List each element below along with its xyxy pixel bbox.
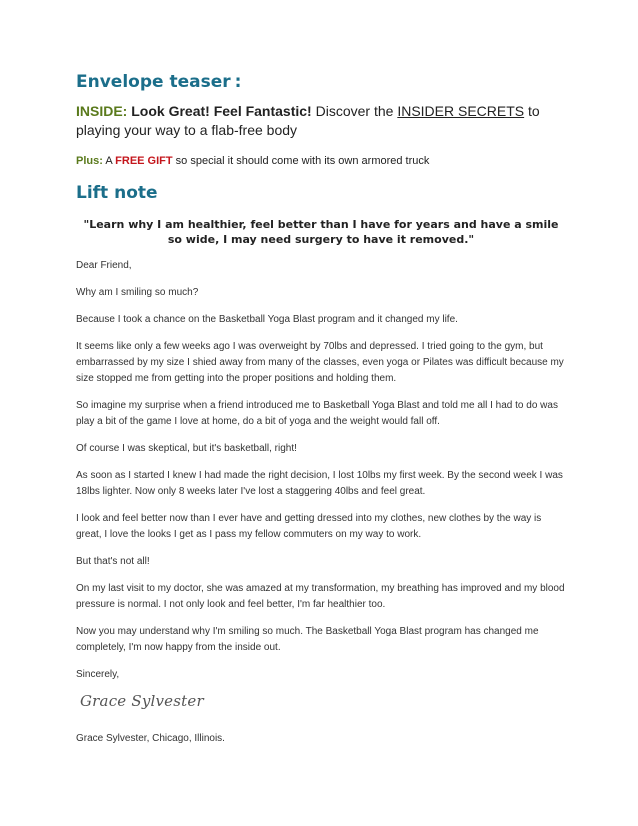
letter-paragraph: On my last visit to my doctor, she was amazed at my transformation, my breathing has improved and my blood pressure is normal. I not only look and feel better, I'm far healthier too. [76,583,565,610]
lift-note-heading: Lift note [76,183,158,203]
envelope-teaser-title: Envelope teaser [76,72,231,92]
plus-label: Plus: [76,155,103,167]
letter-paragraph: Now you may understand why I'm smiling so much. The Basketball Yoga Blast program has changed me completely, I'm now happy from the inside out. [76,626,539,653]
letter-paragraph: I look and feel better now than I ever have and getting dressed into my clothes, new clothes by the way is great, I love the looks I get as I pass my fellow commuters on my way to work. [76,513,542,540]
envelope-teaser-heading [76,71,566,93]
inside-text-1: Discover the [315,103,394,119]
handwritten-signature: Grace Sylvester [80,692,204,710]
letter-paragraph: It seems like only a few weeks ago I was overweight by 70lbs and depressed. I tried going to the gym, but embarrassed by my size I shied away from many of the classes, even yoga or Pilates was difficult because my size stopped me from getting into the proper positions and holding them. [76,341,564,384]
salutation: Dear Friend, [76,260,132,271]
inside-text-2: to playing your way to a flab-free body [76,103,540,138]
signoff: Grace Sylvester, Chicago, Illinois. [76,733,225,744]
inside-label: INSIDE: [76,103,128,119]
letter-paragraph: Why am I smiling so much? [76,287,199,298]
letter-paragraph: Of course I was skeptical, but it's basketball, right! [76,443,297,454]
heading-colon: : [234,72,242,92]
letter-paragraph: Because I took a chance on the Basketball Yoga Blast program and it changed my life. [76,314,458,325]
free-gift-text: FREE GIFT [115,155,173,167]
closing: Sincerely, [76,669,120,680]
plus-text-2: so special it should come with its own armored truck [175,155,430,167]
plus-teaser [76,154,566,168]
letter-paragraph: But that's not all! [76,556,150,567]
letter-paragraph: As soon as I started I knew I had made the right decision, I lost 10lbs my first week. By the second week I was 18lbs lighter. Now only 8 weeks later I've lost a staggering 40lbs and feel great. [76,470,563,497]
insider-secrets-text: INSIDER SECRETS [397,103,525,119]
inside-bold-text: Look Great! Feel Fantastic! [131,103,312,119]
plus-text-1: A [105,155,113,167]
document-page [76,60,566,747]
inside-teaser [76,102,566,140]
letter-paragraph: So imagine my surprise when a friend introduced me to Basketball Yoga Blast and told me all I had to do was play a bit of the game I love at home, do a bit of yoga and the weight would fall off. [76,400,558,427]
lift-note-headline: "Learn why I am healthier, feel better than I have for years and have a smile so wide, I may need surgery to have it removed." [83,218,559,246]
